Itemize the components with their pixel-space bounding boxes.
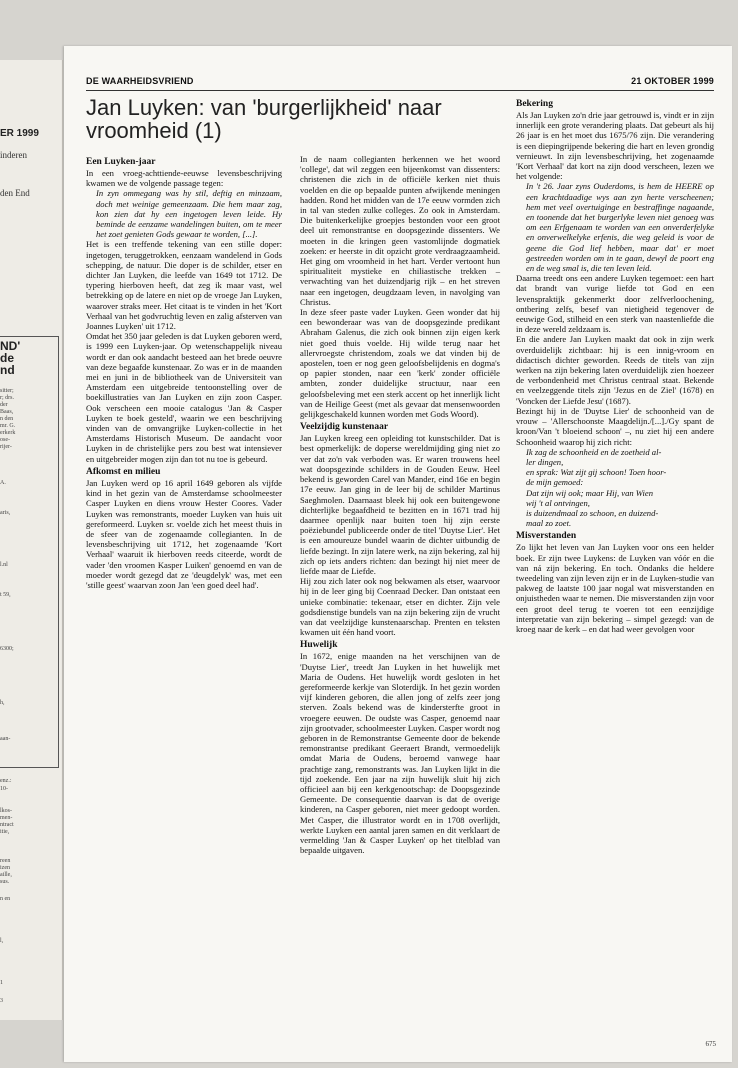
underlying-snippet: men- — [0, 815, 13, 821]
underlying-snippet: aris, — [0, 510, 11, 516]
underlying-snippet: aille, — [0, 872, 12, 878]
underlying-snippet: lkos- — [0, 808, 12, 814]
underlying-fragment: den End — [0, 188, 30, 198]
underlying-snippet: itie, — [0, 829, 10, 835]
paragraph: Als Jan Luyken zo'n drie jaar getrouwd is, vindt er in zijn innerlijk een grote verandering plaats. Dat gebeurt als hij 26 jaar is en het moet dus 1675/76 zijn. Die verandering is een diepingrijpende bekering die hart en leven grondig vernieuwt. In zijn levensbeschrijving, het zogenaamde 'Kort Verhaal' dat kort na zijn dood verscheen, lezen we het volgende: — [516, 110, 714, 182]
paragraph: En die andere Jan Luyken maakt dat ook in zijn werk overduidelijk zichtbaar: hij is een innig-vroom en didactisch dichter geworden. Reeds de titels van zijn werken na zijn bekering laten overduidelijk zien hoezeer de verbondenheid met Christus centraal staat. Bekende en veelzeggende titels zijn 'Jezus en de Ziel' (1678) en 'Voncken der Liefde Jesu' (1687). — [516, 334, 714, 406]
underlying-snippet: t 59, — [0, 592, 11, 598]
page-number: 675 — [705, 1040, 716, 1048]
underlying-snippet: 3 — [0, 998, 3, 1004]
poem: Ik zag de schoonheid en de zoetheid al- ler dingen, en sprak: Wat zijt gij schoon! Toen hoor- de mijn gemoed: Dat zijn wij ook; maar Hij, van Wien wij 't al ontvingen, is duizendmaal zo schoon, en duizend- maal zo zoet. — [526, 446, 667, 529]
underlying-page — [0, 60, 63, 1020]
underlying-snippet: ose- — [0, 437, 10, 443]
paragraph: Zo lijkt het leven van Jan Luyken voor ons een helder boek. Er zijn twee Luykens: de Luyken van vóór en die van ná zijn bekering. En toch. Ondanks die heldere tweedeling van zijn leven zijn er in de Luyken-studie van pakweg de laatste 100 jaar nogal wat misverstanden en onjuistheden waar te nemen. Die misverstanden zijn voor een groot deel terug te voeren tot een eenzijdige interpretatie van zijn bekering – simpel gezegd: van de kroeg naar de kerk – en dat had weer gevolgen voor — [516, 542, 714, 634]
underlying-snippet: ntract — [0, 822, 14, 828]
paragraph: In de naam collegianten herkennen we het woord 'college', dat wil zeggen een bijeenkomst van dissenters: christenen die zich in de officiële kerken niet thuis voelden en die op bepaalde punten afwijkende meningen hadden. Rond het midden van de 17e eeuw vormden zich in tal van steden zulke colleges. Zo ook in Amsterdam. Die buitenkerkelijke groepjes bestonden voor een groot deel uit remonstrantse en doopsgezinde dissenters. We moeten in die kringen geen vastomlijnde dogmatiek zoeken: er heerste in dit opzicht grote verdraagzaamheid. Het ging om vroomheid in het hart. Verder vertoont hun spiritualiteit mystieke en chiliastische trekken – verwachting van het duizendjarig rijk – en het streven naar een ingetogen, deugdzaam leven, in navolging van Christus. — [300, 154, 500, 307]
running-header — [86, 76, 714, 91]
underlying-snippet: n en — [0, 896, 11, 902]
underlying-snippet: aan- — [0, 736, 11, 742]
section-heading: Afkomst en milieu — [86, 466, 161, 477]
underlying-snippet: enz.: — [0, 778, 12, 784]
underlying-snippet: rijer- — [0, 444, 12, 450]
underlying-snippet: sus. — [0, 879, 10, 885]
section-heading: Huwelijk — [300, 640, 338, 651]
underlying-snippet: n den — [0, 416, 14, 422]
column-2 — [300, 154, 500, 855]
underlying-snippet: 6300; — [0, 646, 14, 652]
underlying-snippet: Baas, — [0, 409, 14, 415]
publication-date: 21 OKTOBER 1999 — [631, 76, 714, 86]
quote: In zyn ommegang was hy stil, deftig en minzaam, doch met weinige gemeenzaam. Die hem maar zag, kon zien dat hy een ingetogen leven leide. Hy beminde de eenzame wandelingen buiten, om te meer het zoet genieten Gods gewaar te worden, [...]. — [96, 188, 282, 240]
paragraph: In deze sfeer paste vader Luyken. Geen wonder dat hij een bewonderaar was van de doopsgezinde predikant Abraham Galenus, die zich ook binnen zijn eigen kerk niet goed thuis voelde. Hij wilde terug naar het allervroegste christendom, zoals we dat vinden bij de apostelen, toen er nog geen geloofsbelijdenis en dogma's op papier stonden, naar een 'kerk' zonder officiële ambten, zonder duidelijke structuur, naar een geloofsbeleving met een sterk accent op het innerlijk licht van de Heilige Geest (met als gevaar dat mensenwoorden gelijkgeschakeld kunnen worden met Gods Woord). — [300, 307, 500, 420]
section-heading: Bekering — [516, 99, 553, 109]
underlying-snippet: h, — [0, 700, 5, 706]
publication-name: DE WAARHEIDSVRIEND — [86, 76, 194, 86]
section-heading: Misverstanden — [516, 531, 577, 542]
underlying-snippet: der — [0, 402, 8, 408]
section-heading: Een Luyken-jaar — [86, 157, 156, 167]
underlying-snippet: 10- — [0, 786, 8, 792]
paragraph: In 1672, enige maanden na het verschijnen van de 'Duytse Lier', treedt Jan Luyken in het huwelijk met Maria de Oudens. Het huwelijk wordt gesloten in het gereformeerde kerkje van Sloterdijk. In het gezin worden vijf kinderen geboren, die allen jong of zelfs zeer jong sterven. Zoals bekend was de kindersterfte groot in vroegere eeuwen. De oudste was Casper, genoemd naar zijn grootvader, schoolmeester Luyken. Casper wordt nog geboren in de Remonstrantse Gemeente door de bekende remonstrantse predikant Geeraert Brandt, vermoedelijk omdat Maria de Oudens, beroemd vanwege haar prachtige zang, remonstrants was. Jan Luyken lijkt in die tijd zoekende. Een jaar na zijn huwelijk sluit hij zich officieel aan bij een kerkgenootschap: de Doopsgezinde Gemeente. De consequentie daarvan is dat de overige kinderen, na Casper geboren, niet meer gedoopt worden. Met Casper, die illustrator wordt en in 1708 overlijdt, werkte Luyken een aantal jaren samen en dit verklaart de vermelding 'Jan & Casper Luyken' op het titelblad van bepaalde uitgaven. — [300, 651, 500, 856]
underlying-snippet: A. — [0, 480, 6, 486]
underlying-snippet: l.nl — [0, 562, 8, 568]
underlying-snippet: l, — [0, 938, 4, 944]
paragraph: Jan Luyken werd op 16 april 1649 geboren als vijfde kind in het gezin van de Amsterdamse schoolmeester Casper Luyken en diens vrouw Hester Coores. Vader Luyken was remonstrants, moeder Luyken van huis uit gereformeerd. Luyken sr. voelde zich het meest thuis in de sfeer van de zogenaamde collegianten. In de levensbeschrijving uit 1712, het zogenaamde 'Kort Verhaal' waaruit ik hierboven reeds citeerde, wordt de vader 'den vroomen Kasper Luiken' genoemd en van de moeder wordt gezegd dat ze 'deugdelyk' was, met een 'stille geest' waarvan zoon Jan 'een goed deel had'. — [86, 477, 282, 590]
paragraph: Hij zou zich later ook nog bekwamen als etser, waarvoor hij in de leer ging bij Coenraad Decker. Dan ontstaat een unieke combinatie: tekenaar, etser en dichter. Zijn vele godsdienstige bundels van na zijn bekering zijn de vrucht van dat veelzijdige kunstenaarschap. Prenten en teksten kwamen uit één hand voort. — [300, 576, 500, 638]
underlying-box-heading: ND' de nd — [0, 339, 21, 377]
paragraph: Omdat het 350 jaar geleden is dat Luyken geboren werd, is 1999 een Luyken-jaar. Op wetenschappelijk niveau wordt er dan ook aandacht besteed aan het brede oeuvre van deze begaafde kunstenaar. Zo was er in de maanden mei en juni in de bibliotheek van de Universiteit van Amsterdam een uitgebreide tentoonstelling over de boekillustraties van Jan Luyken en zijn zoon Casper. Ook verscheen een mooie catalogus 'Jan & Casper Luyken te boek gesteld', waarin we een beschrijving vinden van de omvangrijke Luyken-collectie in het Amsterdams Historisch Museum. De aandacht voor Luyken in de christelijke pers zou best wat intensiever en uitgebreider mogen zijn dan tot nu toe is gebeurd. — [86, 331, 282, 464]
underlying-snippet: izen — [0, 865, 10, 871]
paragraph: Het is een treffende tekening van een stille doper: ingetogen, teruggetrokken, eenzaam wandelend in Gods schepping, de natuur. Die doper is de schilder, etser en dichter Jan Luyken, die leefde van 1649 tot 1712. De typering hierboven heeft, dat zeg ik maar vast, wel betrekking op de latere en niet op de vroege Jan Luyken, waarover straks meer. Het citaat is te vinden in het 'Kort Verhaal van het godvruchtig leven en zalig afsterven van Joannes Luyken' uit 1712. — [86, 239, 282, 332]
underlying-snippet: reen — [0, 858, 11, 864]
underlying-snippet: 1 — [0, 980, 3, 986]
paragraph: Daarna treedt ons een andere Luyken tegemoet: een hart dat brandt van vurige liefde tot God en een levenspraktijk gekenmerkt door zelfverloochening, ontbering zelfs, besef van nietigheid tegenover de eeuwige God, stilheid en een sterk van naastenliefde die in deze wereld zeldzaam is. — [516, 273, 714, 335]
paragraph: Jan Luyken kreeg een opleiding tot kunstschilder. Dat is best opmerkelijk: de doperse wereldmijding ging niet zo ver dat zo'n vak verboden was. Er waren trouwens heel wat doopsgezinde schilders in de Gouden Eeuw. Heel bekend is geworden Carel van Mander, eind 16e en begin 17e eeuw. Jan ging in de leer bij de schilder Martinus Saeghmolen. Daarnaast bleek hij ook een buitengewone dichterlijke begaafdheid te bezitten en in 1671 trad hij daarmee openlijk naar buiten toen hij zijn eerste poëziebundel publiceerde onder de titel 'Duytse Lier'. Het is een amoureuze bundel waarin de dichter uitbundig de liefde bezingt. In zijn latere werk, na zijn bekering, zal hij zich op iets anders richten: dan bezingt hij niet meer de liefde maar de Liefde. — [300, 433, 500, 576]
underlying-fragment: inderen — [0, 150, 27, 160]
underlying-snippet: erkerk — [0, 430, 16, 436]
column-1 — [86, 154, 282, 590]
column-3 — [516, 96, 714, 634]
section-heading: Veelzijdig kunstenaar — [300, 422, 389, 433]
article-title: Jan Luyken: van 'burgerlijkheid' naar vroomheid (1) — [86, 95, 442, 143]
quote: In 't 26. Jaar zyns Ouderdoms, is hem de HEERE op een krachtdaadige wys aan zyn herte verscheenen; hem met veel overtuiginge en bestraffinge nagaande, en toonende dat het burgerlyke leven niet genoeg was om een Erfgenaam te worden van een onverderfelyke en onverwelkelyke erfenis, die weg geleid is voor de geene die God lief hebben, maar dat' er moet gestreeden worden om in te gaan, dewyl de poort eng en de weg smal is, die ten leven leid. — [526, 181, 714, 274]
paragraph: In een vroeg-achttiende-eeuwse levensbeschrijving kwamen we de volgende passage tegen: — [86, 168, 282, 189]
underlying-snippet: sitter; — [0, 388, 14, 394]
underlying-header: ER 1999 — [0, 128, 39, 139]
underlying-snippet: r; drs. — [0, 395, 14, 401]
paragraph: Bezingt hij in de 'Duytse Lier' de schoonheid van de vrouw – 'Allerschoonste Maagdelijn./[...]./Gy spant de kroon/Van 't bloeiend schoon' –, nu ziet hij een andere Schoonheid waarop hij zich richt: — [516, 405, 714, 447]
underlying-snippet: mr. G. — [0, 423, 16, 429]
newspaper-page — [64, 46, 732, 1062]
